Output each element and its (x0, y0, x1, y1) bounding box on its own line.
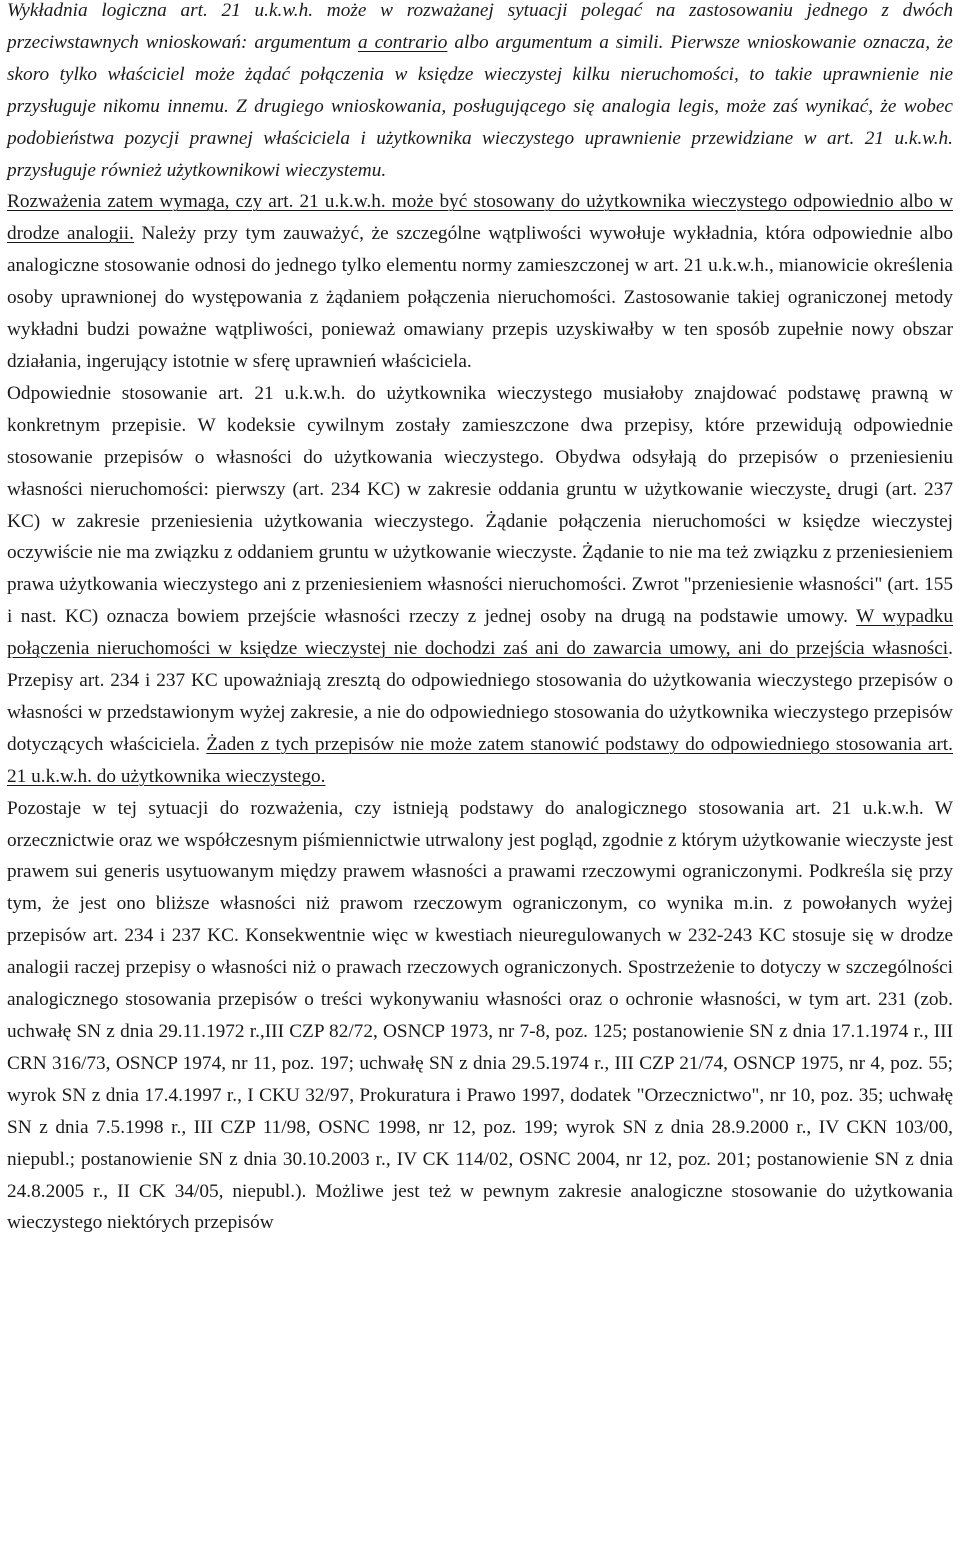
text-run: Żaden z tych przepisów nie może zatem stanowić podstawy do odpowiedniego stosowania art. 21 u.k.w.h. do użytkownika wieczystego. (7, 733, 953, 787)
paragraph (7, 186, 953, 377)
text-run: W wypadku połączenia nieruchomości w księdze wieczystej nie dochodzi zaś ani do zawarcia umowy, ani do przejścia własności (7, 606, 953, 660)
text-run: drugi (art. 237 KC) w zakresie przeniesienia użytkowania wieczystego. Żądanie połączenia nieruchomości w księdze wieczystej oczywiście nie ma związku z oddaniem gruntu w użytkowanie wieczyste. Żądanie to nie ma też związku z przeniesieniem prawa użytkowania wieczystego ani z przeniesieniem własności nieruchomości. Zwrot "przeniesienie własności" (art. 155 i nast. KC) oznacza bowiem przejście własności rzeczy z jednej osoby na drugą na podstawie umowy. (7, 478, 953, 628)
paragraph (7, 793, 953, 1240)
text-run: a contrario (358, 31, 448, 53)
paragraph (7, 0, 953, 186)
paragraph (7, 378, 953, 793)
text-run: Odpowiednie stosowanie art. 21 u.k.w.h. do użytkownika wieczystego musiałoby znajdować podstawę prawną w konkretnym przepisie. W kodeksie cywilnym zostały zamieszczone dwa przepisy, które przewidują odpowiednie stosowanie przepisów o własności do użytkowania wieczystego. Obydwa odsyłają do przepisów o przeniesieniu własności nieruchomości: pierwszy (art. 234 KC) w zakresie oddania gruntu w użytkowanie wieczyste (7, 382, 953, 500)
text-run: Pozostaje w tej sytuacji do rozważenia, czy istnieją podstawy do analogicznego stosowania art. 21 u.k.w.h. W orzecznictwie oraz we współczesnym piśmiennictwie utrwalony jest pogląd, zgodnie z którym użytkowanie wieczyste jest prawem sui generis usytuowanym między prawem własności a prawami rzeczowymi ograniczonymi. Podkreśla się przy tym, że jest ono bliższe własności niż prawom rzeczowym ograniczonym, co wynika m.in. z powołanych wyżej przepisów art. 234 i 237 KC. Konsekwentnie więc w kwestiach nieuregulowanych w 232-243 KC stosuje się w drodze analogii raczej przepisy o własności niż o prawach rzeczowych ograniczonych. Spostrzeżenie to dotyczy w szczególności analogicznego stosowania przepisów o treści wykonywaniu własności oraz o ochronie własności, w tym art. 231 (zob. uchwałę SN z dnia 29.11.1972 r.,III CZP 82/72, OSNCP 1973, nr 7-8, poz. 125; postanowienie SN z dnia 17.1.1974 r., III CRN 316/73, OSNCP 1974, nr 11, poz. 197; uchwałę SN z dnia 29.5.1974 r., III CZP 21/74, OSNCP 1975, nr 4, poz. 55; wyrok SN z dnia 17.4.1997 r., I CKU 32/97, Prokuratura i Prawo 1997, dodatek "Orzecznictwo", nr 10, poz. 35; uchwałę SN z dnia 7.5.1998 r., III CZP 11/98, OSNC 1998, nr 12, poz. 199; wyrok SN z dnia 28.9.2000 r., IV CKN 103/00, niepubl.; postanowienie SN z dnia 30.10.2003 r., IV CK 114/02, OSNC 2004, nr 12, poz. 201; postanowienie SN z dnia 24.8.2005 r., II CK 34/05, niepubl.). Możliwe jest też w pewnym zakresie analogiczne stosowanie do użytkowania wieczystego niektórych przepisów (7, 797, 953, 1234)
text-run: Należy przy tym zauważyć, że szczególne wątpliwości wywołuje wykładnia, która odpowiednie albo analogiczne stosowanie odnosi do jednego tylko elementu normy zamieszczonej w art. 21 u.k.w.h., mianowicie określenia osoby uprawnionej do występowania z żądaniem połączenia nieruchomości. Zastosowanie takiej ograniczonej metody wykładni budzi poważne wątpliwości, ponieważ omawiany przepis uzyskiwałby w ten sposób zupełnie nowy obszar działania, ingerujący istotnie w sferę uprawnień właściciela. (7, 223, 953, 372)
text-run: Rozważenia zatem wymaga, czy art. 21 u.k.w.h. może być stosowany do użytkownika wieczystego odpowiednio albo w drodze analogii. (7, 191, 953, 245)
text-run: albo argumentum a simili. Pierwsze wnioskowanie oznacza, że skoro tylko właściciel może żądać połączenia w księdze wieczystej kilku nieruchomości, to takie uprawnienie nie przysługuje nikomu innemu. Z drugiego wnioskowania, posługującego się analogia legis, może zaś wynikać, że wobec podobieństwa pozycji prawnej właściciela i użytkownika wieczystego uprawnienie przewidziane w art. 21 u.k.w.h. przysługuje również użytkownikowi wieczystemu. (7, 31, 953, 181)
text-run: Wykładnia logiczna art. 21 u.k.w.h. może w rozważanej sytuacji polegać na zastosowaniu jednego z dwóch przeciwstawnych wnioskowań: argumentum (7, 0, 953, 53)
text-run: , (825, 478, 831, 500)
text-run: . Przepisy art. 234 i 237 KC upoważniają zresztą do odpowiedniego stosowania do użytkowania wieczystego przepisów o własności w przedstawionym wyżej zakresie, a nie do odpowiedniego stosowania do użytkownika wieczystego przepisów dotyczących właściciela. (7, 638, 953, 755)
